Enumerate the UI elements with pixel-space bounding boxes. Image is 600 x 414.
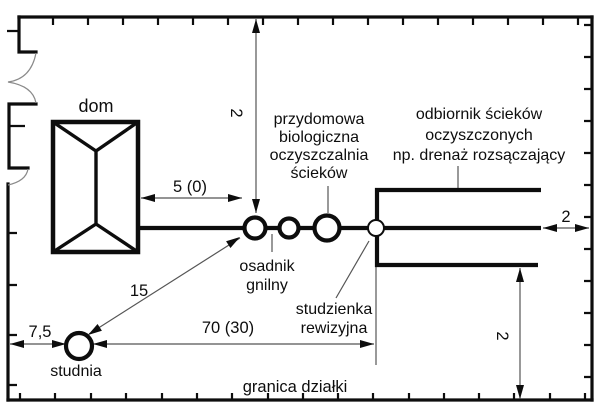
- gate-symbol: [8, 53, 36, 185]
- house-plan: [53, 122, 138, 252]
- inspection-chamber-circle: [368, 220, 384, 236]
- septic-tank-label-line1: osadnik: [239, 258, 295, 275]
- treatment-plant-label-line1: przydomowa: [273, 111, 365, 128]
- treatment-chamber-circle: [280, 219, 299, 238]
- dim-house-to-treatment: 5 (0): [173, 178, 207, 196]
- receiver-label-line2: oczyszczonych: [425, 127, 533, 144]
- treatment-plant-circle: [315, 216, 340, 241]
- dim-treatment-to-top-boundary: 2: [227, 108, 245, 118]
- receiver-label-line1: odbiornik ścieków: [415, 106, 543, 123]
- inspection-chamber-label-line1: studzienka: [295, 301, 373, 318]
- dim-drainage-to-bottom-boundary: 2: [493, 331, 511, 341]
- gate-arc-upper: [8, 53, 36, 103]
- treatment-plant-label-line4: ścieków: [290, 165, 348, 182]
- well-circle: [66, 333, 92, 359]
- receiver-label-line3: np. drenaż rozsączający: [392, 147, 566, 164]
- dim-drainage-to-right-boundary: 2: [561, 208, 571, 226]
- dim-well-to-septic: 15: [129, 282, 149, 300]
- house-label: dom: [78, 96, 114, 116]
- leader-inspection-chamber: [336, 241, 369, 298]
- treatment-plant-label-line2: biologiczna: [278, 129, 360, 146]
- septic-tank-label-line2: gnilny: [246, 277, 288, 294]
- gate-arc-lower: [8, 169, 28, 185]
- well-label: studnia: [50, 363, 102, 380]
- dim-well-to-left-boundary: 7,5: [28, 323, 52, 341]
- plot-boundary-label: granica działki: [242, 378, 348, 396]
- dim-well-to-inspection: 70 (30): [201, 319, 255, 337]
- treatment-plant-label-line3: oczyszczalnia: [269, 147, 369, 164]
- inspection-chamber-label-line2: rewizyjna: [300, 320, 368, 337]
- septic-tank-circle: [245, 218, 266, 239]
